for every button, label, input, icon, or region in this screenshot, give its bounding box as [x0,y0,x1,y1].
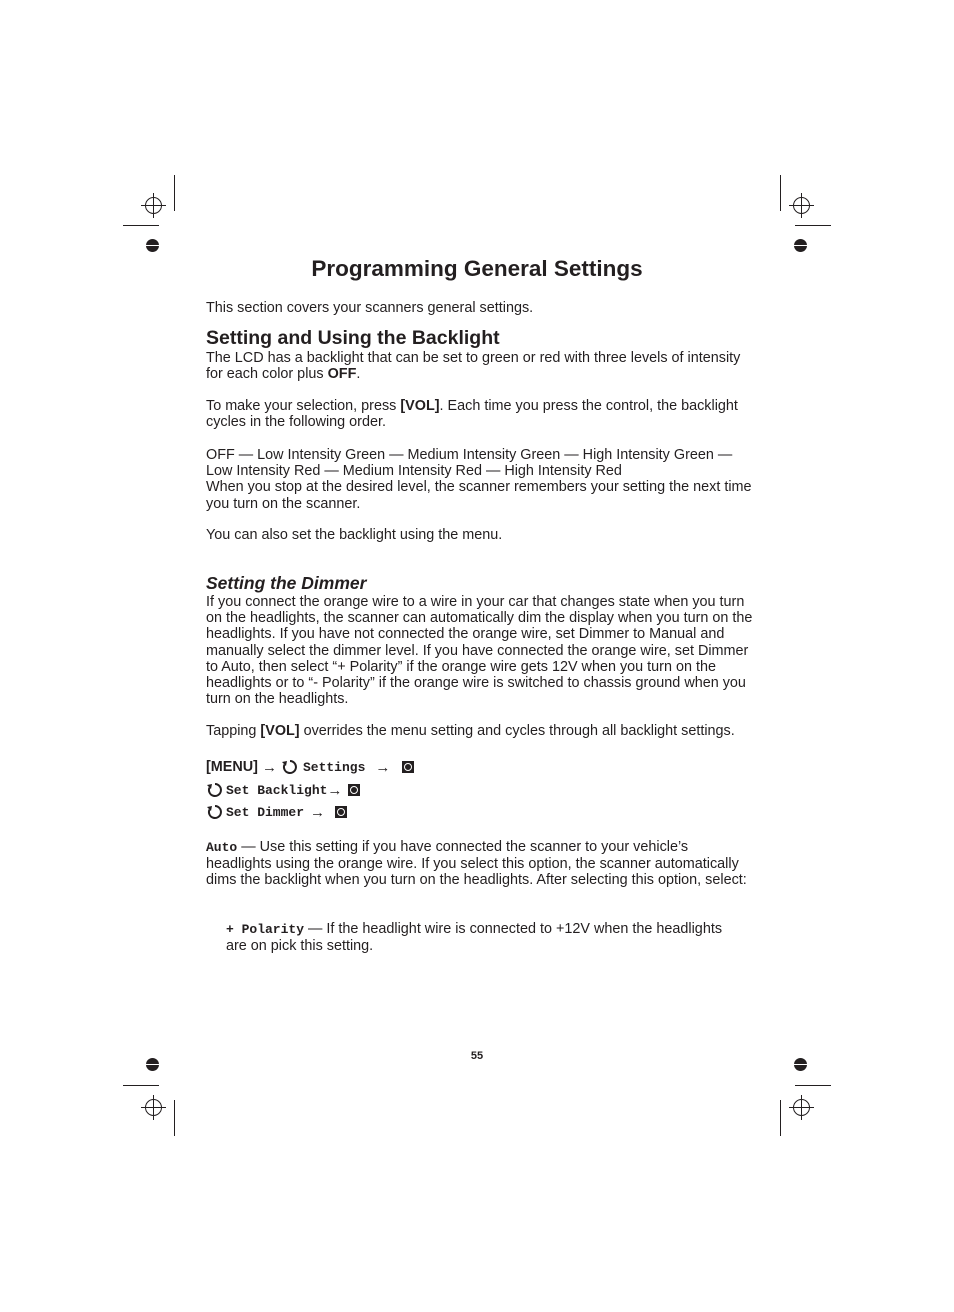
select-key-icon [402,761,414,773]
dimmer-paragraph-1: If you connect the orange wire to a wire in your car that changes state when you turn on the headlights, the scanner can automatically dim the display when you turn on the headlights. If you have not connected the orange wire, set Dimmer to Manual and manually select the dimmer level. If you have connected the orange wire, set Dimmer to Auto, then select “+ Polarity” if the orange wire gets 12V when you turn on the headlights or to “- Polarity” if the orange wire is switched to chassis ground when you turn on the headlights. [206,594,753,708]
text: . [356,366,361,383]
backlight-cycle-line-1: OFF — Low Intensity Green — Medium Intensity Green — High Intensity Green — [206,447,733,463]
registration-mark-icon [145,1099,162,1116]
backlight-paragraph-3 [206,447,754,512]
vol-key-label: [VOL] [400,398,440,414]
crop-mark [174,175,175,211]
off-label: OFF [327,366,357,383]
backlight-paragraph-1 [206,350,754,382]
crop-mark [795,1085,831,1086]
menu-key-label: [MENU] [206,759,258,775]
text: . Each time you press the control, the backlight cycles in the following order. [206,398,738,431]
intro-text: This section covers your scanners general settings. [206,300,534,316]
page-number: 55 [470,1050,484,1062]
menu-path-row-1 [206,758,414,776]
rotary-knob-icon [281,758,299,776]
backlight-heading: Setting and Using the Backlight [206,327,500,349]
settings-menu-item: Settings [302,759,366,775]
backlight-remember-text: When you stop at the desired level, the scanner remembers your setting the next time you turn on the scanner. [206,479,752,512]
vol-key-label: [VOL] [260,723,300,739]
registration-mark-icon [145,197,162,214]
crop-mark [780,1100,781,1136]
select-key-icon [348,784,360,796]
rotary-knob-icon [206,803,224,821]
menu-path-row-2 [206,781,360,799]
arrow-right-icon: → [310,803,326,821]
polarity-option-paragraph [226,921,746,954]
text: overrides the menu setting and cycles through all backlight settings. [299,723,735,739]
crop-mark [174,1100,175,1136]
text: — Use this setting if you have connected the scanner to your vehicle’s headlights using the orange wire. If you select this option, the scanner automatically dims the backlight when you turn on the headlights. After selecting this option, select: [206,839,747,889]
page-title: Programming General Settings [311,256,643,281]
auto-option-label: Auto [206,840,238,855]
set-dimmer-menu-item: Set Dimmer [226,804,305,820]
crop-mark [123,1085,159,1086]
arrow-right-icon: → [375,758,391,776]
backlight-cycle-line-2: Low Intensity Red — Medium Intensity Red — High Intensity Red [206,463,622,480]
arrow-right-icon: → [327,781,343,799]
registration-mark-icon [793,1099,810,1116]
polarity-option-label: + Polarity [226,922,305,937]
registration-dot-icon [794,239,807,252]
crop-mark [780,175,781,211]
dimmer-heading: Setting the Dimmer [206,573,367,593]
crop-mark [795,225,831,226]
auto-option-paragraph [206,839,754,889]
registration-dot-icon [146,239,159,252]
set-backlight-menu-item: Set Backlight [226,782,328,798]
registration-mark-icon [793,197,810,214]
rotary-knob-icon [206,781,224,799]
text: The LCD has a backlight that can be set to green or red with three levels of intensity for each color plus [206,350,741,383]
menu-path-row-3 [206,803,347,821]
backlight-paragraph-2 [206,398,754,430]
dimmer-paragraph-2 [206,723,754,739]
arrow-right-icon: → [261,758,277,776]
text: — If the headlight wire is connected to +12V when the headlights are on pick this setting. [226,921,723,955]
backlight-paragraph-4: You can also set the backlight using the menu. [206,527,503,543]
select-key-icon [335,806,347,818]
crop-mark [123,225,159,226]
text: Tapping [206,723,261,739]
text: To make your selection, press [206,398,401,414]
